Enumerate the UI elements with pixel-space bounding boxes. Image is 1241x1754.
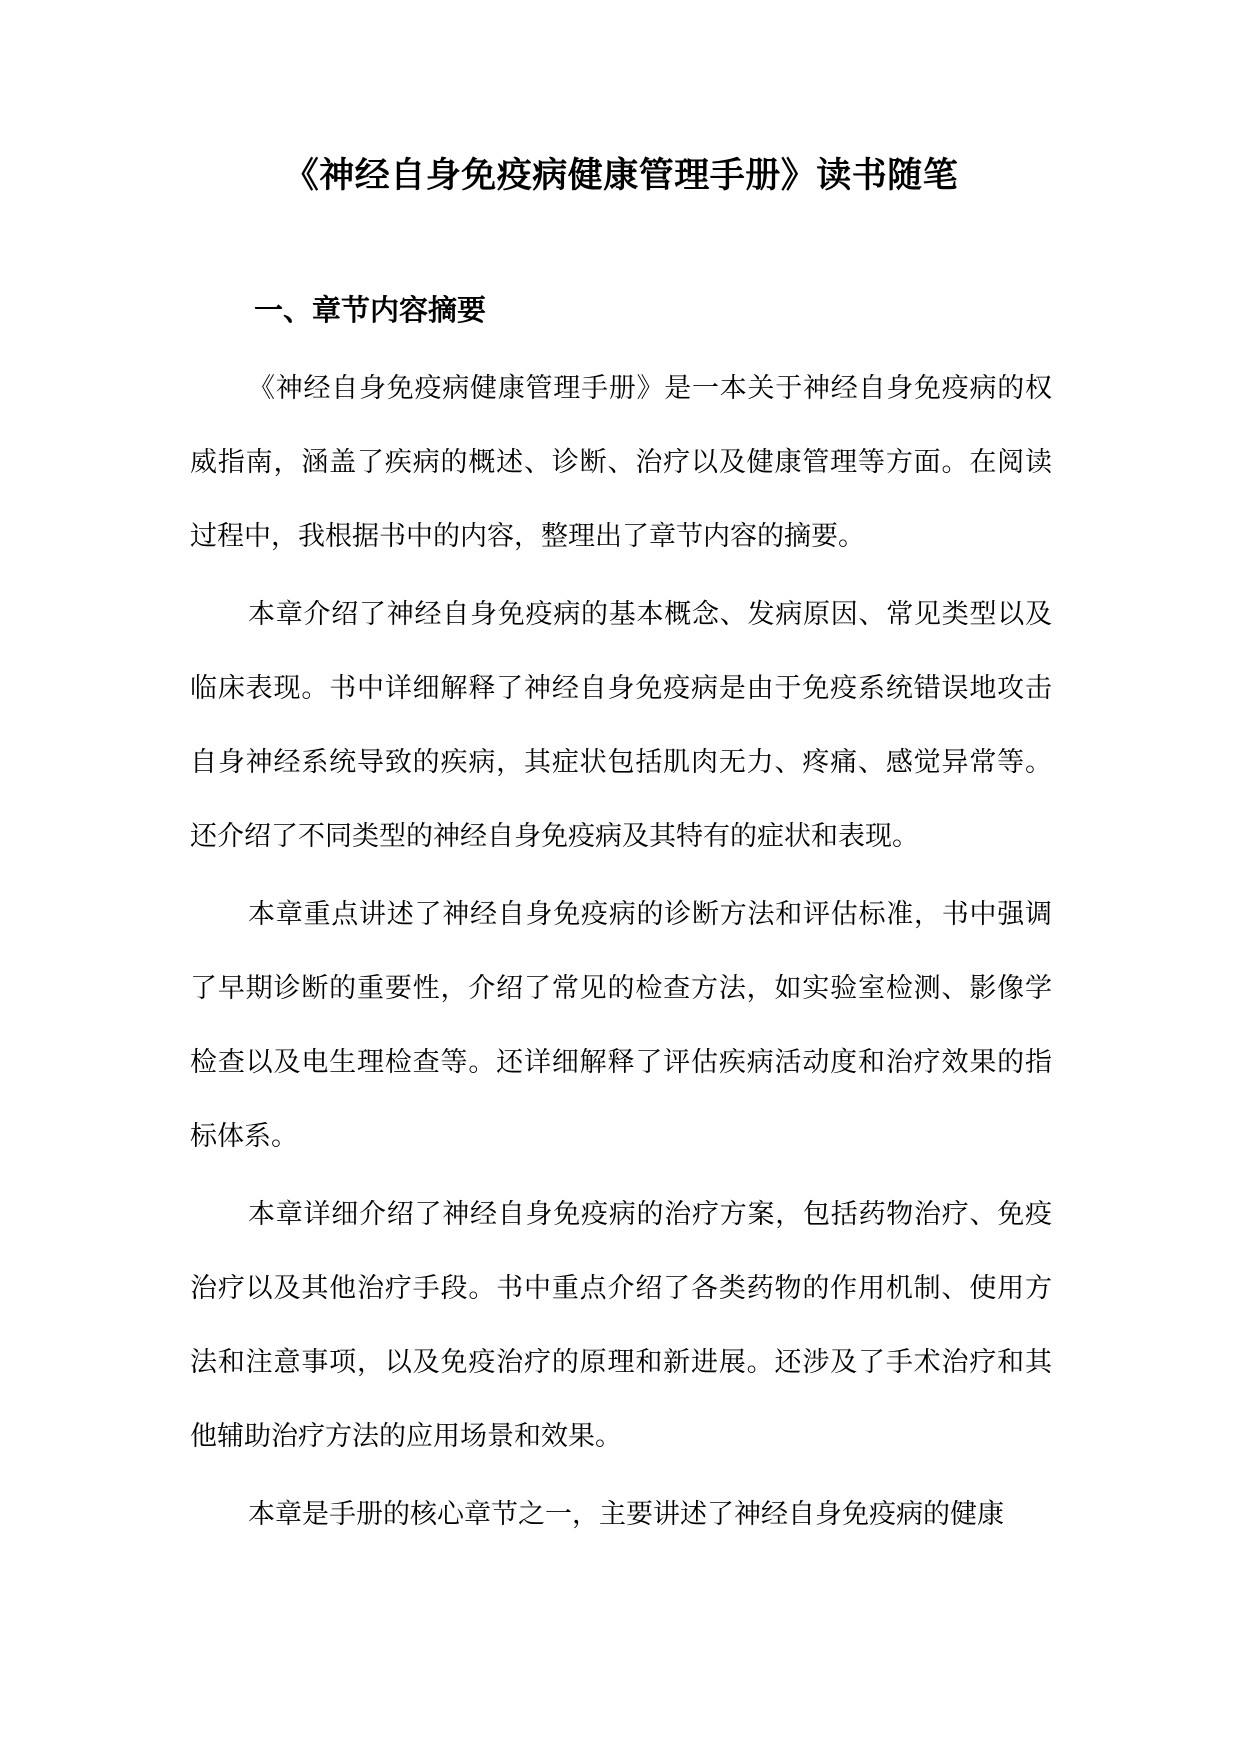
paragraph-health-management-chapter: 本章是手册的核心章节之一，主要讲述了神经自身免疫病的健康	[248, 1499, 1004, 1530]
document-body	[190, 150, 1052, 1552]
paragraph-treatment-chapter: 本章详细介绍了神经自身免疫病的治疗方案，包括药物治疗、免疫治疗以及其他治疗手段。书中重点介绍了各类药物的作用机制、使用方法和注意事项，以及免疫治疗的原理和新进展。还涉及了手术治疗和其他辅助治疗方法的应用场景和效果。	[190, 1199, 1052, 1452]
paragraph-diagnosis-chapter: 本章重点讲述了神经自身免疫病的诊断方法和评估标准，书中强调了早期诊断的重要性，介绍了常见的检查方法，如实验室检测、影像学检查以及电生理检查等。还详细解释了评估疾病活动度和治疗效果的指标体系。	[190, 899, 1052, 1152]
paragraph-intro: 《神经自身免疫病健康管理手册》是一本关于神经自身免疫病的权威指南，涵盖了疾病的概述、诊断、治疗以及健康管理等方面。在阅读过程中，我根据书中的内容，整理出了章节内容的摘要。	[190, 373, 1052, 552]
section-heading: 一、章节内容摘要	[254, 293, 487, 327]
document-title: 《神经自身免疫病健康管理手册》读书随笔	[283, 156, 959, 196]
paragraph-overview-chapter: 本章介绍了神经自身免疫病的基本概念、发病原因、常见类型以及临床表现。书中详细解释了神经自身免疫病是由于免疫系统错误地攻击自身神经系统导致的疾病，其症状包括肌肉无力、疼痛、感觉异常等。还介绍了不同类型的神经自身免疫病及其特有的症状和表现。	[190, 599, 1052, 852]
section-chapter-summary	[190, 288, 1052, 1552]
